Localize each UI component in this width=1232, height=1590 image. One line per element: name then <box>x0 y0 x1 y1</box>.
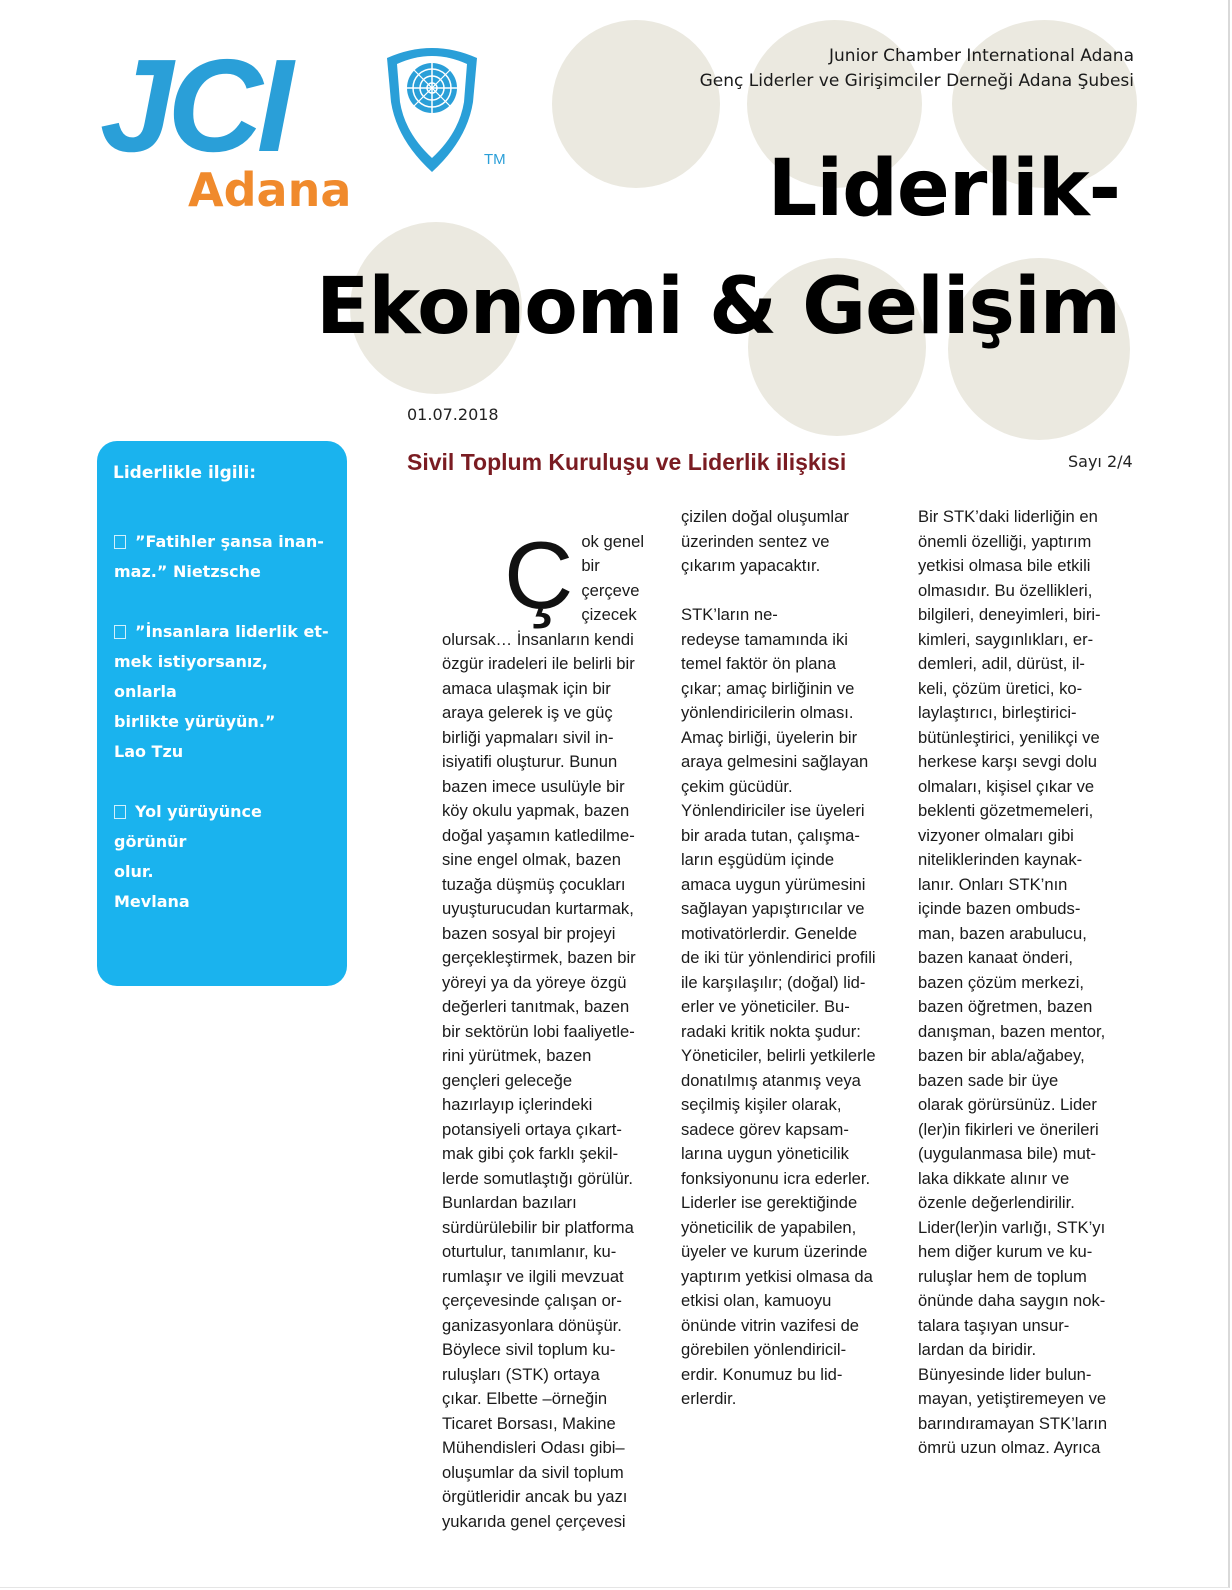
jci-adana-logo <box>100 32 520 225</box>
bullet-icon <box>114 625 126 639</box>
issue-date: 01.07.2018 <box>407 405 499 424</box>
article-column-3: Bir STK’daki liderliğin en önemli özelliği, yaptırım yetkisi olmasa bile etkili olmasıdır. Bu özellikleri, bilgileri, deneyimleri, biri- kimleri, saygınlıkları, er- demleri, adil, dürüst, il- keli, çözüm üretici, ko- laylaştırıcı, birleştirici- bütünleştirici, yenilikçi ve herkese karşı sevgi dolu olmaları, kişisel çıkar ve beklenti gözetmemeleri, vizyoner olmaları gibi niteliklerinden kaynak- lanır. Onları STK’nın içinde bazen ombuds- man, bazen arabulucu, bazen kanaat önderi, bazen çözüm merkezi, bazen öğretmen, bazen danışman, bazen mentor, bazen bir abla/ağabey, bazen sade bir üye olarak görürsünüz. Lider (ler)in fikirleri ve önerileri (uygulanmasa bile) mut- laka dikkate alınır ve özenle değerlendirilir. Lider(ler)in varlığı, STK’yı hem diğer kurum ve ku- ruluşlar hem de toplum önünde daha saygın nok- talara taşıyan unsur- lardan da biridir. Bünyesinde lider bulun- mayan, yetiştiremeyen ve barındıramayan STK’ların ömrü uzun olmaz. Ayrıca <box>918 507 1108 1457</box>
quote-author: Mevlana <box>114 892 190 911</box>
column-text: olursak… İnsanların kendi özgür iradeleri ile belirli bir amaca ulaşmak için bir araya gelerek iş ve güç birliği yapmaları sivil in- isiyatifi oluşturur. Bunun bazen imece usulüyle bir köy okulu yapmak, bazen doğal yaşamın katledilme- sine engel olmak, bazen tuzağa düşmüş çocukları uyuşturucudan kurtarmak, bazen sosyal bir projeyi gerçekleştirmek, bazen bir yöreyi ya da yöreye özgü değerleri tanıtmak, bazen bir sektörün lobi faaliyetle- rini yürütmek, bazen gençleri geleceğe hazırlayıp içlerindeki potansiyeli ortaya çıkart- mak gibi çok farklı şekil- lerde somutlaştığı görülür. Bunlardan bazıları sürdürülebilir bir platforma oturtulur, tanımlanır, ku- rumlaşır ve ilgili mevzuat çerçevesinde çalışan or- ganizasyonlara dönüşür. Böylece sivil toplum ku- ruluşları (STK) ortaya çıkar. Elbette –örneğin Ticaret Borsası, Makine Mühendisleri Odası gibi– oluşumlar da sivil toplum örgütleridir ancak bu yazı yukarıda genel çerçevesi <box>442 629 636 1531</box>
quote-text: olur. <box>114 862 154 881</box>
quote-text: mek istiyorsanız, onlarla <box>114 652 268 701</box>
issue-number: Sayı 2/4 <box>1068 452 1133 471</box>
logo-adana-text: Adana <box>188 163 352 217</box>
page-title-line2: Ekonomi & Gelişim <box>316 262 1120 352</box>
bullet-icon <box>114 805 126 819</box>
quote-nietzsche <box>114 527 336 587</box>
quote-mevlana <box>114 797 336 887</box>
logo-jci-text: JCI <box>100 32 288 179</box>
org-name-line2: Genç Liderler ve Girişimciler Derneği Adana Şubesi <box>699 71 1134 91</box>
bullet-icon <box>114 535 126 549</box>
quotes-sidebar <box>97 441 347 986</box>
quote-text: birlikte yürüyün.” <box>114 712 276 731</box>
logo-trademark: TM <box>484 151 506 168</box>
quote-text: ”İnsanlara liderlik et- <box>135 622 329 641</box>
shield-icon <box>383 40 481 175</box>
quote-text: Yol yürüyünce görünür <box>114 802 262 851</box>
quote-lao-tzu <box>114 617 336 737</box>
quote-text: maz.” Nietzsche <box>114 562 261 581</box>
article-headline: Sivil Toplum Kuruluşu ve Liderlik ilişkisi <box>407 449 847 475</box>
drop-cap: Ç <box>504 521 574 629</box>
quote-text: ”Fatihler şansa inan- <box>135 532 324 551</box>
article-column-1 <box>442 505 657 1559</box>
article-column-2: çizilen doğal oluşumlar üzerinden sentez ve çıkarım yapacaktır. STK’ların ne- redeyse tamamında iki temel faktör ön plana çıkar; amaç birliğinin ve yönlendiricilerin olması. Amaç birliği, üyelerin bir araya gelmesini sağlayan çekim gücüdür. Yönlendiriciler ise üyeleri bir arada tutan, çalışma- ların eşgüdüm içinde amaca uygun yürümesini sağlayan yapıştırıcılar ve motivatörlerdir. Genelde de iki tür yönlendirici profili ile karşılaşılır; (doğal) lid- erler ve yöneticiler. Bu- radaki kritik nokta şudur: Yöneticiler, belirli yetkilerle donatılmış atanmış veya seçilmiş kişiler olarak, sadece görev kapsam- larına uygun yöneticilik fonksiyonunu icra ederler. Liderler ise gerektiğinde yöneticilik de yapabilen, üyeler ve kurum üzerinde yaptırım yetkisi olmasa da etkisi olan, kamuoyu önünde vitrin vazifesi de görebilen yönlendiricil- erdir. Konumuz bu lid- erlerdir. <box>681 507 876 1408</box>
quote-author: Lao Tzu <box>114 742 184 761</box>
column-intro: ok genel bir çerçeve çizecek <box>581 531 645 624</box>
decor-circle <box>552 20 720 188</box>
sidebar-title: Liderlikle ilgili: <box>113 463 257 483</box>
org-name-line1: Junior Chamber International Adana <box>829 46 1134 66</box>
page-title-line1: Liderlik- <box>767 144 1120 234</box>
